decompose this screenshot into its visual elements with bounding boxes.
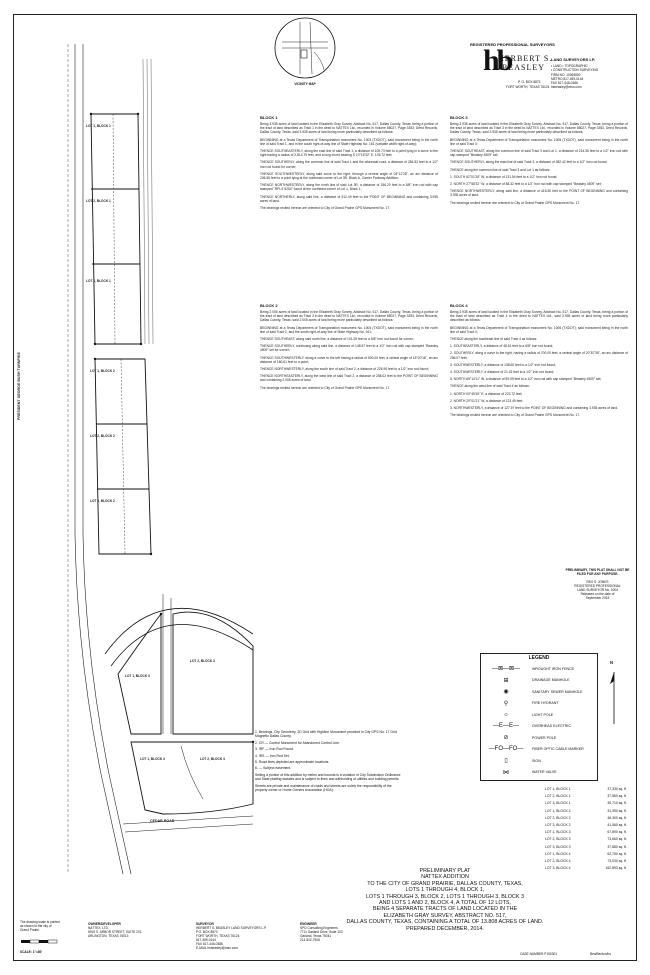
note-item: 3. IRF — Iron Rod Found. (255, 747, 295, 752)
legal-paragraph: THENCE SOUTHERLY, continuing along said line, a distance of 148.57 feet to a 1/2" iron rod with cap stamped "Beasley 4509" set for corner; (260, 344, 438, 353)
lot-name: LOT 1, BLOCK 1 (545, 787, 571, 791)
engineer-line: 7711 Garland Drive, Suite 103 (300, 930, 343, 934)
lot-label: LOT 1, BLOCK 3 (125, 674, 150, 678)
legal-paragraph: THENCE NORTHERLY, along said line, a distance of 512.49 feet to the POINT OF BEGINNING and containing 3.935 acres of land. (260, 194, 438, 203)
legal-paragraph: THENCE NORTHEASTERLY, along the west line of said Tract 2, a distance of 258.02 feet to the POINT OF BEGINNING and containing 2.005 acres of land. (260, 374, 438, 383)
lot-row (545, 851, 627, 858)
block-heading: BLOCK 1 (260, 115, 278, 120)
firm-email: hsbeasley@msn.com (551, 85, 582, 89)
legend-label: WATER VALVE (532, 770, 557, 775)
cedar-road-label: CEDAR ROAD (150, 819, 175, 823)
overhead-electric-icon: —E—E— (492, 723, 519, 730)
legal-paragraph: The bearings recited hereon are oriented to City of Grand Prairie GPS Monument No. 17. (450, 413, 581, 418)
legal-paragraph: The bearings recited hereon are oriented to City of Grand Prairie GPS Monument No. 17. (260, 206, 391, 211)
lot-area: 46,300 sq. ft. (607, 815, 627, 820)
owner-heading: OWNER/DEVELOPER (88, 922, 121, 926)
turnpike-label: PRESIDENT GEORGE BUSH TURNPIKE (17, 352, 21, 420)
lot-row (545, 786, 627, 793)
lot-label: LOT 2, BLOCK 3 (190, 659, 215, 663)
lot-area-table (545, 786, 627, 872)
lot-row (545, 836, 627, 843)
lot-label: LOT 3, BLOCK 2 (90, 499, 115, 503)
legal-paragraph: THENCE SOUTHEASTERLY, along the east line of said Tract 1, a distance of 105.73 feet to a point lying in a curve to the right having a radius of 2,814.79 feet, and a long chord bearing S 10°15'32" E, 105.72 feet; (260, 149, 438, 158)
water-valve-icon: ⋈ (503, 769, 509, 776)
legend-label: WROUGHT IRON FENCE (532, 666, 575, 671)
owner-line: NATTEX, LTD. (88, 926, 109, 930)
surveyor-line: FORT WORTH, TEXAS 76124 (196, 934, 240, 938)
lot-label: LOT 1, BLOCK 1 (86, 124, 111, 128)
title-line: BEING 4 SEPARATE TRACTS OF LAND LOCATED IN THE (372, 906, 518, 913)
sewer-manhole-icon: ◉ (503, 689, 509, 696)
legal-paragraph: Being 3.935 acres of land located in the Elizabeth Gray Survey, Abstract No. 517, Dallas County, Texas, being a portion of the tract of land described as Tract 3 in the deed to NATTEX Ltd., recorded in Volume 85027, Page 3353, Deed Records, Dallas County, Texas, said 3.935 acres of land being more particularly described as follows: (450, 122, 628, 135)
case-number: CASE NUMBER P150301 (520, 952, 558, 956)
firm-banner: REGISTERED PROFESSIONAL SURVEYORS (470, 42, 555, 47)
title-line: TO THE CITY OF GRAND PRAIRIE, DALLAS COUNTY, TEXAS, (367, 880, 523, 887)
legend-label: SANITARY SEWER MANHOLE (532, 689, 583, 694)
note-item: Streets are private and maintenance of roads and streets are solely the responsibility of the property owner or Home Owners Association (HOA). (255, 783, 392, 793)
legend-box (480, 653, 598, 781)
note-item: 5. Road lines depicted are approximate locations. (255, 760, 330, 765)
lot-label: LOT 3, BLOCK 1 (86, 279, 111, 283)
scale-bar-icon (20, 939, 60, 945)
surveyor-line: 817-459-0144 (196, 938, 216, 942)
engineer-line: Garland, Texas 75041 (300, 934, 332, 938)
lot-area: 73,030 sq. ft. (607, 859, 627, 864)
legal-paragraph: 2. NORTH 27°58'32" W, a distance of 88.32 feet to a 1/2" iron rod with cap stamped "Beasley 4509" set; (450, 182, 602, 187)
lot-area: 37,560 sq. ft. (607, 794, 627, 799)
engineer-line: SPD Consulting Engineers (300, 926, 338, 930)
legend-label: LIGHT POLE (532, 712, 554, 717)
legal-paragraph: 3. SOUTHWESTERLY, a distance of 138.60 feet to a 1/2" iron rod found; (450, 362, 556, 367)
legal-paragraph: THENCE along the southeast line of said Tract 4 as follows: (450, 337, 538, 342)
title-line: ELIZABETH GRAY SURVEY, ABSTRACT NO. 517, (383, 912, 507, 919)
note-item: 1. Bearings, City Geometry, 2D Grid with Highline Monument provided in City GPS No. 17 Grid Magnetic Dallas County. (255, 730, 397, 739)
legal-paragraph: THENCE SOUTHEAST, along the common line of said Tract 3 and Lot 1, a distance of 214.36 feet to a 1/2" iron rod with cap stamped "Beasley 4509" set; (450, 149, 628, 158)
legend-row (484, 755, 594, 767)
legend-row (484, 698, 594, 710)
stamp-line: PRELIMINARY, THIS PLAT SHALL NOT BE (565, 568, 630, 572)
block1-parcel (91, 114, 141, 344)
lot-area: 62,750 sq. ft. (607, 851, 627, 856)
legend-label: SIGN (532, 758, 541, 763)
lot-label: LOT 1, BLOCK 2 (90, 369, 115, 373)
plat-notes (255, 730, 405, 794)
title-line: LOTS 1 THROUGH 4, BLOCK 1, (405, 887, 485, 894)
legend-label: POWER POLE (532, 735, 557, 740)
legal-paragraph: 1. SOUTH 62°01'28" W, a distance of 131.54 feet to a 1/2" iron rod found; (450, 174, 558, 179)
note-item: Selling a portion of this addition by metes and bounds is a violation of City Subdivision Ordinance and State platting statutes and is subject to fines and withholding of utilities and building permits. (255, 772, 401, 782)
legal-paragraph: BEGINNING at a Texas Department of Transportation monument No. 1006 (TXDOT), said monument being in the north line of said Tract 4; (450, 325, 628, 334)
title-line: DALLAS COUNTY, TEXAS, CONTAINING A TOTAL OF 13.808 ACRES OF LAND. (346, 919, 544, 926)
lot-row (545, 822, 627, 829)
block2-parcel (95, 359, 151, 554)
legal-block-1 (260, 112, 438, 213)
surveyor-line: FAX 817-446-0486 (196, 942, 223, 946)
lot-area: 30,710 sq. ft. (607, 801, 627, 806)
firm-phone-2: METRO 817-459-0144 (551, 77, 584, 81)
lot-name: LOT 1, BLOCK 4 (545, 851, 571, 856)
stamp-line: LAND SURVEYOR No. 5204 (576, 588, 619, 592)
stamp-line: REGISTERED PROFESSIONAL (574, 584, 621, 588)
legend-row (484, 663, 594, 675)
legend-title: LEGEND (528, 655, 550, 661)
legal-paragraph: 4. SOUTHWESTERLY, a distance of 21.43 feet to a 1/2" iron rod found; (450, 370, 555, 375)
firm-po-box: P. O. BOX 8873 (518, 80, 541, 84)
legend-row (484, 675, 594, 687)
lot-name: LOT 2, BLOCK 1 (545, 794, 571, 799)
lot-label: LOT 2, BLOCK 4 (200, 757, 225, 761)
legal-paragraph: THENCE along the common line of said Tract 3 and Lot 1 as follows: (450, 167, 551, 172)
legal-paragraph: 5. NORTH 89°14'11" W, a distance of 99.99 feet to a 1/2" iron rod with cap stamped "Beasley 4509" set; (450, 377, 602, 382)
lot-name: LOT 1, BLOCK 2 (545, 808, 571, 813)
legal-paragraph: THENCE along the west line of said Tract 4 as follows: (450, 384, 530, 389)
firm-name-1: HERBERT S. (498, 54, 553, 63)
title-line: PRELIMINARY PLAT (419, 868, 471, 874)
lot-row (545, 815, 627, 822)
legal-paragraph: Being 3.935 acres of land located in the Elizabeth Gray Survey, Abstract No. 517, Dallas County, Texas, being a portion of the tract of land described as Tract 1 in the deed to NATTEX Ltd., recorded in Volume 85027, Page 3353, Deed Records, Dallas County, Texas, said 3.935 acres of land being more particularly described as follows: (260, 122, 438, 135)
lot-name: LOT 3, BLOCK 3 (545, 844, 571, 849)
lot-name: LOT 2, BLOCK 4 (545, 859, 571, 864)
surveyor-heading: SURVEYOR (196, 922, 214, 926)
light-pole-icon: ☼ (503, 711, 509, 718)
block-heading: BLOCK 3 (450, 115, 468, 120)
legal-block-3 (450, 112, 628, 208)
legal-paragraph: The bearings recited hereon are oriented to City of Grand Prairie GPS Monument No. 17. (450, 200, 581, 205)
note-item: 4. IRS — Iron Rod Set. (255, 753, 290, 758)
engineer-line: 214-502-7508 (300, 938, 320, 942)
lot-area: 37,880 sq. ft. (607, 844, 627, 849)
lot-name: LOT 3, BLOCK 4 (545, 866, 571, 871)
legal-paragraph: BEGINNING at a Texas Department of Transportation monument No. 1003 (TXDOT), said monument being in the north line of said Tract 1, and in the south right-of-way line of State Highway No. 161 (variable width right-of-way); (260, 137, 438, 146)
legal-paragraph: 1. NORTH 00°45'49" E, a distance of 223.72 feet; (450, 391, 523, 396)
lot-row (545, 844, 627, 851)
block-heading: BLOCK 2 (260, 303, 278, 308)
legal-block-2 (260, 300, 438, 393)
legal-paragraph: THENCE NORTHWESTERLY, along said line, a distance of 416.50 feet to the POINT OF BEGINNING and containing 3.935 acres of land. (450, 189, 628, 198)
legal-paragraph: THENCE SOUTHERLY, along the east line of said Tract 3, a distance of 382.42 feet to a 1/2" iron rod found; (450, 160, 608, 165)
legal-paragraph: THENCE SOUTHERLY, along the common line of said Tract 1 and the aforesaid road, a distance of 284.52 feet to a 1/2" iron rod found for corner; (260, 160, 438, 169)
plat-drawing (13, 14, 263, 961)
preliminary-stamp (560, 568, 635, 600)
easement-lines (143, 59, 153, 344)
title-line: PREPARED DECEMBER, 2014. (406, 925, 484, 932)
firm-name-2: BEASLEY (502, 63, 545, 72)
lot-area: 73,660 sq. ft. (607, 837, 627, 842)
legal-paragraph: BEGINNING at a Texas Department of Transportation monument No. 1004 (TXDOT), said monument being in the north line of said Tract 2, and the south right-of-way line of State Highway No. 161; (260, 325, 438, 334)
surveyor-block (196, 922, 296, 950)
block4-parcel (131, 742, 253, 814)
legal-paragraph: 2. SOUTHERLY, along a curve to the right, having a radius of 700.00 feet, a central angle of 20°57'35", an arc distance of 256.07 feet; (450, 351, 628, 360)
surveyor-line: HERBERT S. BEASLEY LAND SURVEYORS L.P. (196, 926, 267, 930)
legal-paragraph: Being 3.935 acres of land located in the Elizabeth Gray Survey, Abstract No. 517, Dallas County, Texas, being a portion of the tract of land described as Tract 4 in the deed to NATTEX Ltd., said 3.935 acres of land being more particularly described as follows: (450, 310, 628, 323)
lot-area: 41,560 sq. ft. (607, 823, 627, 828)
firm-service-1: • LAND • TOPOGRAPHIC (551, 64, 588, 68)
sign-icon: ▯ (504, 758, 508, 765)
lot-row (545, 858, 627, 865)
power-pole-icon: ⊘ (503, 735, 509, 742)
drainage-manhole-icon: ⊞ (503, 677, 509, 684)
surveyor-line: P.O. BOX 8873 (196, 930, 218, 934)
title-line: NATTEX ADDITION (421, 874, 469, 881)
engineer-block (300, 922, 390, 942)
fence-icon: —⊠—⊠— (491, 666, 521, 673)
note-item: 6. — Subject easement. (255, 766, 292, 771)
stamp-line: Released on the date of (580, 592, 615, 596)
turnpike-lines (68, 44, 131, 874)
legal-block-4 (450, 300, 628, 420)
legend-row (484, 686, 594, 698)
owner-block (88, 922, 178, 938)
legal-paragraph: THENCE SOUTHWESTERLY, along a curve to the left having a radius of 600.00 feet, a central angle of 15°20'18", an arc distance of 160.61 feet to a point; (260, 355, 438, 364)
lot-area: 162,893 sq. ft. (605, 866, 627, 871)
fiber-optic-icon: —FO—FO— (488, 746, 524, 753)
stamp-line: FILED FOR ANY PURPOSE. (576, 572, 619, 576)
firm-city: FORT WORTH, TEXAS 76124 (506, 85, 550, 89)
lot-area: 37,330 sq. ft. (607, 787, 627, 791)
lot-name: LOT 1, BLOCK 3 (545, 830, 571, 835)
lot-row (545, 793, 627, 800)
surveyor-line: E-MAIL hsbeasley@msn.com (196, 946, 238, 950)
stamp-line: September 2015 (585, 596, 610, 600)
title-line: LOTS 1 THROUGH 3, BLOCK 2, LOTS 1 THROUGH 3, BLOCK 3 (366, 893, 524, 900)
legal-paragraph: THENCE SOUTHWESTERLY, along said curve to the right, through a central angle of 04°12'28", an arc distance of 206.56 feet to a point lying at the northeast corner of Lot 3R, Block A, Carrier Parkway Addition; (260, 171, 438, 181)
engineer-heading: ENGINEER (300, 922, 317, 926)
legend-row (484, 744, 594, 756)
legal-paragraph: Being 2.005 acres of land located in the Elizabeth Gray Survey, Abstract No. 517, Dallas County, Texas, being a portion of the tract of land described as Tract 2 in the deed to NATTEX Ltd., recorded in Volume 85027, Page 3353, Deed Records, Dallas County, Texas, said 2.005 acres of land being more particularly described as follows: (260, 310, 438, 323)
note-item: 2. CR — Control Monument for Abandoned Control Line. (255, 740, 341, 745)
legend-row (484, 709, 594, 721)
legend-label: FIRE HYDRANT (532, 701, 559, 706)
file-number: Bea/Benton/bs (590, 952, 611, 956)
firm-subtitle: LAND SURVEYORS LP. (551, 57, 596, 62)
legend-row (484, 767, 594, 779)
legend-row (484, 721, 594, 733)
legend-label: DRAINAGE MANHOLE (532, 678, 570, 683)
scale-block (20, 920, 60, 954)
lot-row (545, 808, 627, 815)
lot-area: 67,890 sq. ft. (607, 830, 627, 835)
title-line: AND LOTS 1 AND 2, BLOCK 4, A TOTAL OF 12 LOTS, (379, 900, 511, 907)
legal-paragraph: THENCE NORTHWESTERLY, along the north line of said Lot 3R, a distance of 156.20 feet to a 5/8" iron rod with cap stamped "RPLS 5204" found at the northeast corner of Lot 1, Block 1; (260, 183, 438, 192)
lot-label: LOT 1, BLOCK 4 (140, 757, 165, 761)
north-arrow-icon (606, 668, 622, 728)
legal-paragraph: 1. SOUTHEASTERLY, a distance of 48.51 feet to a 5/8" iron rod found; (450, 344, 554, 349)
survey-marks (90, 113, 254, 743)
legal-paragraph: 3. NORTHWESTERLY, a distance of 127.97 feet to the POINT OF BEGINNING and containing 3.935 acres of land. (450, 406, 618, 411)
lot-row (545, 829, 627, 836)
block-heading: BLOCK 4 (450, 303, 468, 308)
lot-name: LOT 3, BLOCK 1 (545, 801, 571, 806)
fire-hydrant-icon: ⚲ (503, 700, 509, 707)
firm-phone-1: FIRM NO. 10069800 (551, 73, 581, 77)
vicinity-map-caption: VICINITY MAP (294, 82, 316, 86)
firm-logo-icon: hb (483, 44, 511, 77)
curved-road (105, 594, 253, 734)
firm-logo-block (398, 42, 628, 112)
owner-line: 5915 S. ARBOR STREET, SUITE 201 (88, 930, 142, 934)
legal-paragraph: THENCE NORTHWESTERLY, along the south line of said Tract 2, a distance of 226.90 feet to a 1/2" iron rod found; (260, 367, 429, 372)
cedar-road (123, 816, 253, 832)
lot-label: LOT 2, BLOCK 2 (90, 434, 115, 438)
vicinity-map (270, 16, 340, 82)
legend-label: FIBER OPTIC CABLE MARKER (532, 747, 584, 752)
lot-row (545, 800, 627, 807)
lot-name: LOT 2, BLOCK 2 (545, 815, 571, 820)
legend-label: OVERHEAD ELECTRIC (532, 724, 571, 729)
legend-row (484, 732, 594, 744)
scale-note: The drawing scale is printed as shown to the city of Grand Prairie. (20, 920, 60, 932)
legal-paragraph: THENCE SOUTHEAST, along said north line, a distance of 101.25 feet to a 5/8" iron rod found for corner; (260, 337, 414, 342)
scale-label: SCALE: 1"=80' (20, 950, 43, 954)
lot-name: LOT 3, BLOCK 2 (545, 823, 571, 828)
firm-phone-3: FAX 817-446-0486 (551, 81, 578, 85)
firm-service-2: • CONSTRUCTION SURVEYING (551, 68, 599, 72)
north-label: N (610, 660, 614, 665)
stamp-line: REX S. JONES (586, 580, 609, 584)
legal-paragraph: The bearings recited hereon are oriented to City of Grand Prairie GPS Monument No. 17. (260, 385, 391, 390)
legal-paragraph: BEGINNING at a Texas Department of Transportation monument No. 1005 (TXDOT), said monument being in the north line of said Tract 3; (450, 137, 628, 146)
legal-paragraph: 2. NORTH 20°01'21" W, a distance of 123.49 feet; (450, 398, 524, 403)
lot-name: LOT 2, BLOCK 3 (545, 837, 571, 842)
lot-label: LOT 2, BLOCK 1 (86, 199, 111, 203)
lot-area: 31,390 sq. ft. (607, 808, 627, 813)
owner-line: ARLINGTON, TEXAS 76013 (88, 934, 129, 938)
